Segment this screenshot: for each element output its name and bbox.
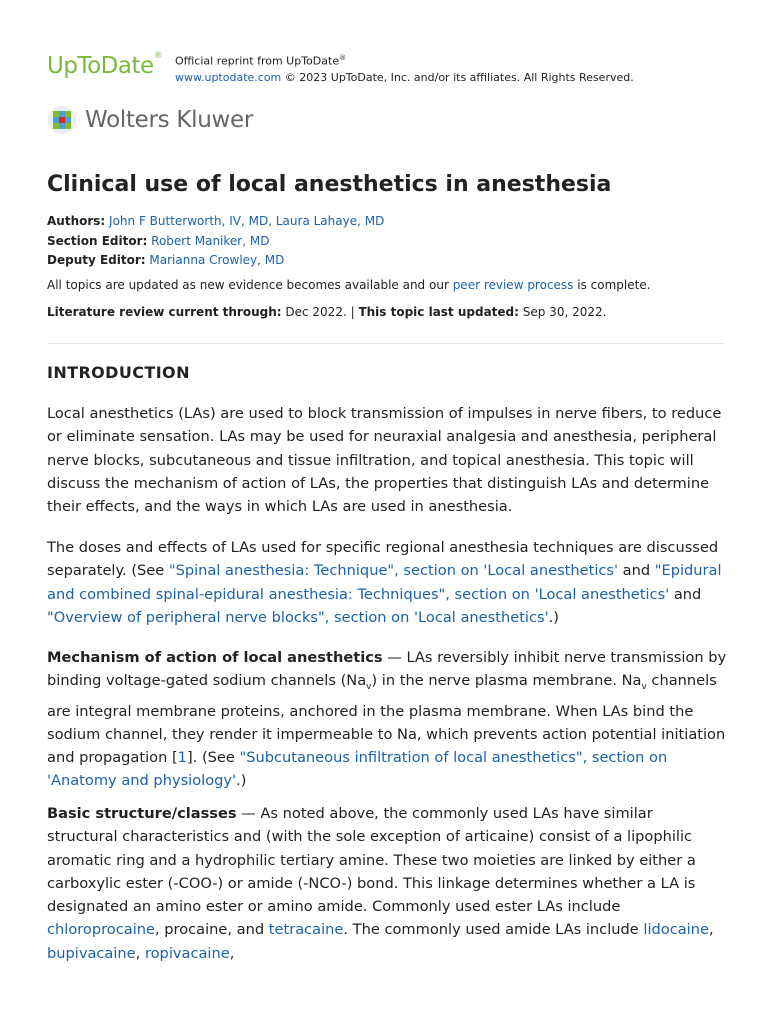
structure-comma-1: , <box>708 921 714 939</box>
reference-link[interactable]: 1 <box>177 749 187 767</box>
peer-review-link[interactable]: peer review process <box>452 278 574 292</box>
reprint-line: Official reprint from UpToDate <box>175 54 340 68</box>
update-note-end: is complete. <box>573 278 651 292</box>
update-note-text: All topics are updated as new evidence becomes available and our <box>47 278 453 292</box>
see-also-end: .) <box>548 608 559 626</box>
paragraph-see-also <box>47 536 727 629</box>
intro-text: Local anesthetics (LAs) are used to block transmission of impulses in nerve fibers, to reduce or eliminate sensation. LAs may be used for neuraxial analgesia and anesthesia, peripheral nerve blocks, subcutaneous and tissue infiltration, and topical anesthesia. This topic will discuss the mechanism of action of LAs, the properties that distinguish LAs and determine their effects, and the ways in which LAs are used in anesthesia. <box>47 405 722 516</box>
see-also-and-2: and <box>669 585 702 603</box>
mechanism-text-1: — LAs reversibly inhibit nerve transmission by binding voltage-gated sodium channels (Na <box>47 649 727 690</box>
article-credits <box>47 212 384 271</box>
structure-comma-3: , <box>229 944 235 962</box>
reprint-header <box>47 50 723 90</box>
structure-comma-2: , <box>135 944 145 962</box>
ropivacaine-link[interactable]: ropivacaine <box>144 944 230 962</box>
mechanism-text-4: ]. (See <box>186 749 240 767</box>
review-label: Literature review current through: <box>47 305 282 319</box>
site-link[interactable]: www.uptodate.com <box>175 70 282 84</box>
paragraph-intro <box>47 402 727 518</box>
divider <box>47 343 723 344</box>
wolters-kluwer-text: Wolters Kluwer <box>85 107 254 133</box>
authors-label: Authors: <box>47 214 106 228</box>
nav-subscript: v <box>366 682 372 693</box>
section-heading: INTRODUCTION <box>47 363 190 382</box>
structure-text-3: . The commonly used amide LAs include <box>343 921 644 939</box>
spinal-anesthesia-link[interactable]: "Spinal anesthesia: Technique", section on 'Local anesthetics' <box>168 562 619 580</box>
deputy-editor-link[interactable]: Marianna Crowley, MD <box>149 253 285 267</box>
authors-link[interactable]: John F Butterworth, IV, MD, Laura Lahaye, MD <box>109 214 385 228</box>
bupivacaine-link[interactable]: bupivacaine <box>47 944 136 962</box>
review-date: Dec 2022. | <box>281 305 359 319</box>
epidural-anesthesia-link[interactable]: "Epidural and combined spinal-epidural anesthesia: Techniques", section on 'Local anesthetics' <box>47 562 722 603</box>
reprint-notice <box>175 50 634 86</box>
structure-text-2: , procaine, and <box>155 921 269 939</box>
paragraph-structure <box>47 802 727 965</box>
see-also-and-1: and <box>618 562 655 580</box>
mechanism-text-end: .) <box>236 772 247 790</box>
uptodate-logo-mark: ® <box>153 51 163 62</box>
chloroprocaine-link[interactable]: chloroprocaine <box>47 921 155 939</box>
copyright: © 2023 UpToDate, Inc. and/or its affiliates. All Rights Reserved. <box>281 70 634 84</box>
mechanism-text-2: ) in the nerve plasma membrane. Na <box>371 672 642 690</box>
update-note <box>47 277 651 293</box>
article-title: Clinical use of local anesthetics in anesthesia <box>47 172 612 197</box>
subcutaneous-infiltration-link[interactable]: "Subcutaneous infiltration of local anesthetics", section on 'Anatomy and physiology' <box>47 749 668 790</box>
updated-label: This topic last updated: <box>358 305 519 319</box>
mechanism-text-3: channels are integral membrane proteins, anchored in the plasma membrane. When LAs bind the sodium channel, they render it impermeable to Na, which prevents action potential initiation and propagation [ <box>47 672 726 767</box>
structure-text-1: — As noted above, the commonly used LAs have similar structural characteristics and (with the sole exception of articaine) consist of a lipophilic aromatic ring and a hydrophilic tertiary amine. These two moieties are linked by either a carboxylic ester (-COO-) or amide (-NCO-) bond. This linkage determines whether a LA is designated an amino ester or amino amide. Commonly used ester LAs include <box>47 805 696 916</box>
deputy-editor-label: Deputy Editor: <box>47 253 146 267</box>
paragraph-mechanism <box>47 646 727 793</box>
nav-subscript: v <box>641 682 647 693</box>
uptodate-logo-text: UpToDate <box>47 53 154 79</box>
peripheral-nerve-blocks-link[interactable]: "Overview of peripheral nerve blocks", section on 'Local anesthetics' <box>47 608 549 626</box>
structure-heading: Basic structure/classes <box>47 805 237 822</box>
section-editor-label: Section Editor: <box>47 233 148 248</box>
section-editor-link[interactable]: Robert Maniker, MD <box>151 233 270 248</box>
tetracaine-link[interactable]: tetracaine <box>268 921 344 939</box>
mechanism-heading: Mechanism of action of local anesthetics <box>47 649 383 666</box>
lidocaine-link[interactable]: lidocaine <box>643 921 709 939</box>
uptodate-logo <box>47 53 162 79</box>
wolters-kluwer-mark-icon <box>47 105 77 135</box>
updated-date: Sep 30, 2022. <box>518 305 607 319</box>
reprint-mark: ® <box>339 54 347 62</box>
review-dates <box>47 304 606 320</box>
see-also-text: The doses and effects of LAs used for specific regional anesthesia techniques are discussed separately. (See <box>47 539 719 580</box>
